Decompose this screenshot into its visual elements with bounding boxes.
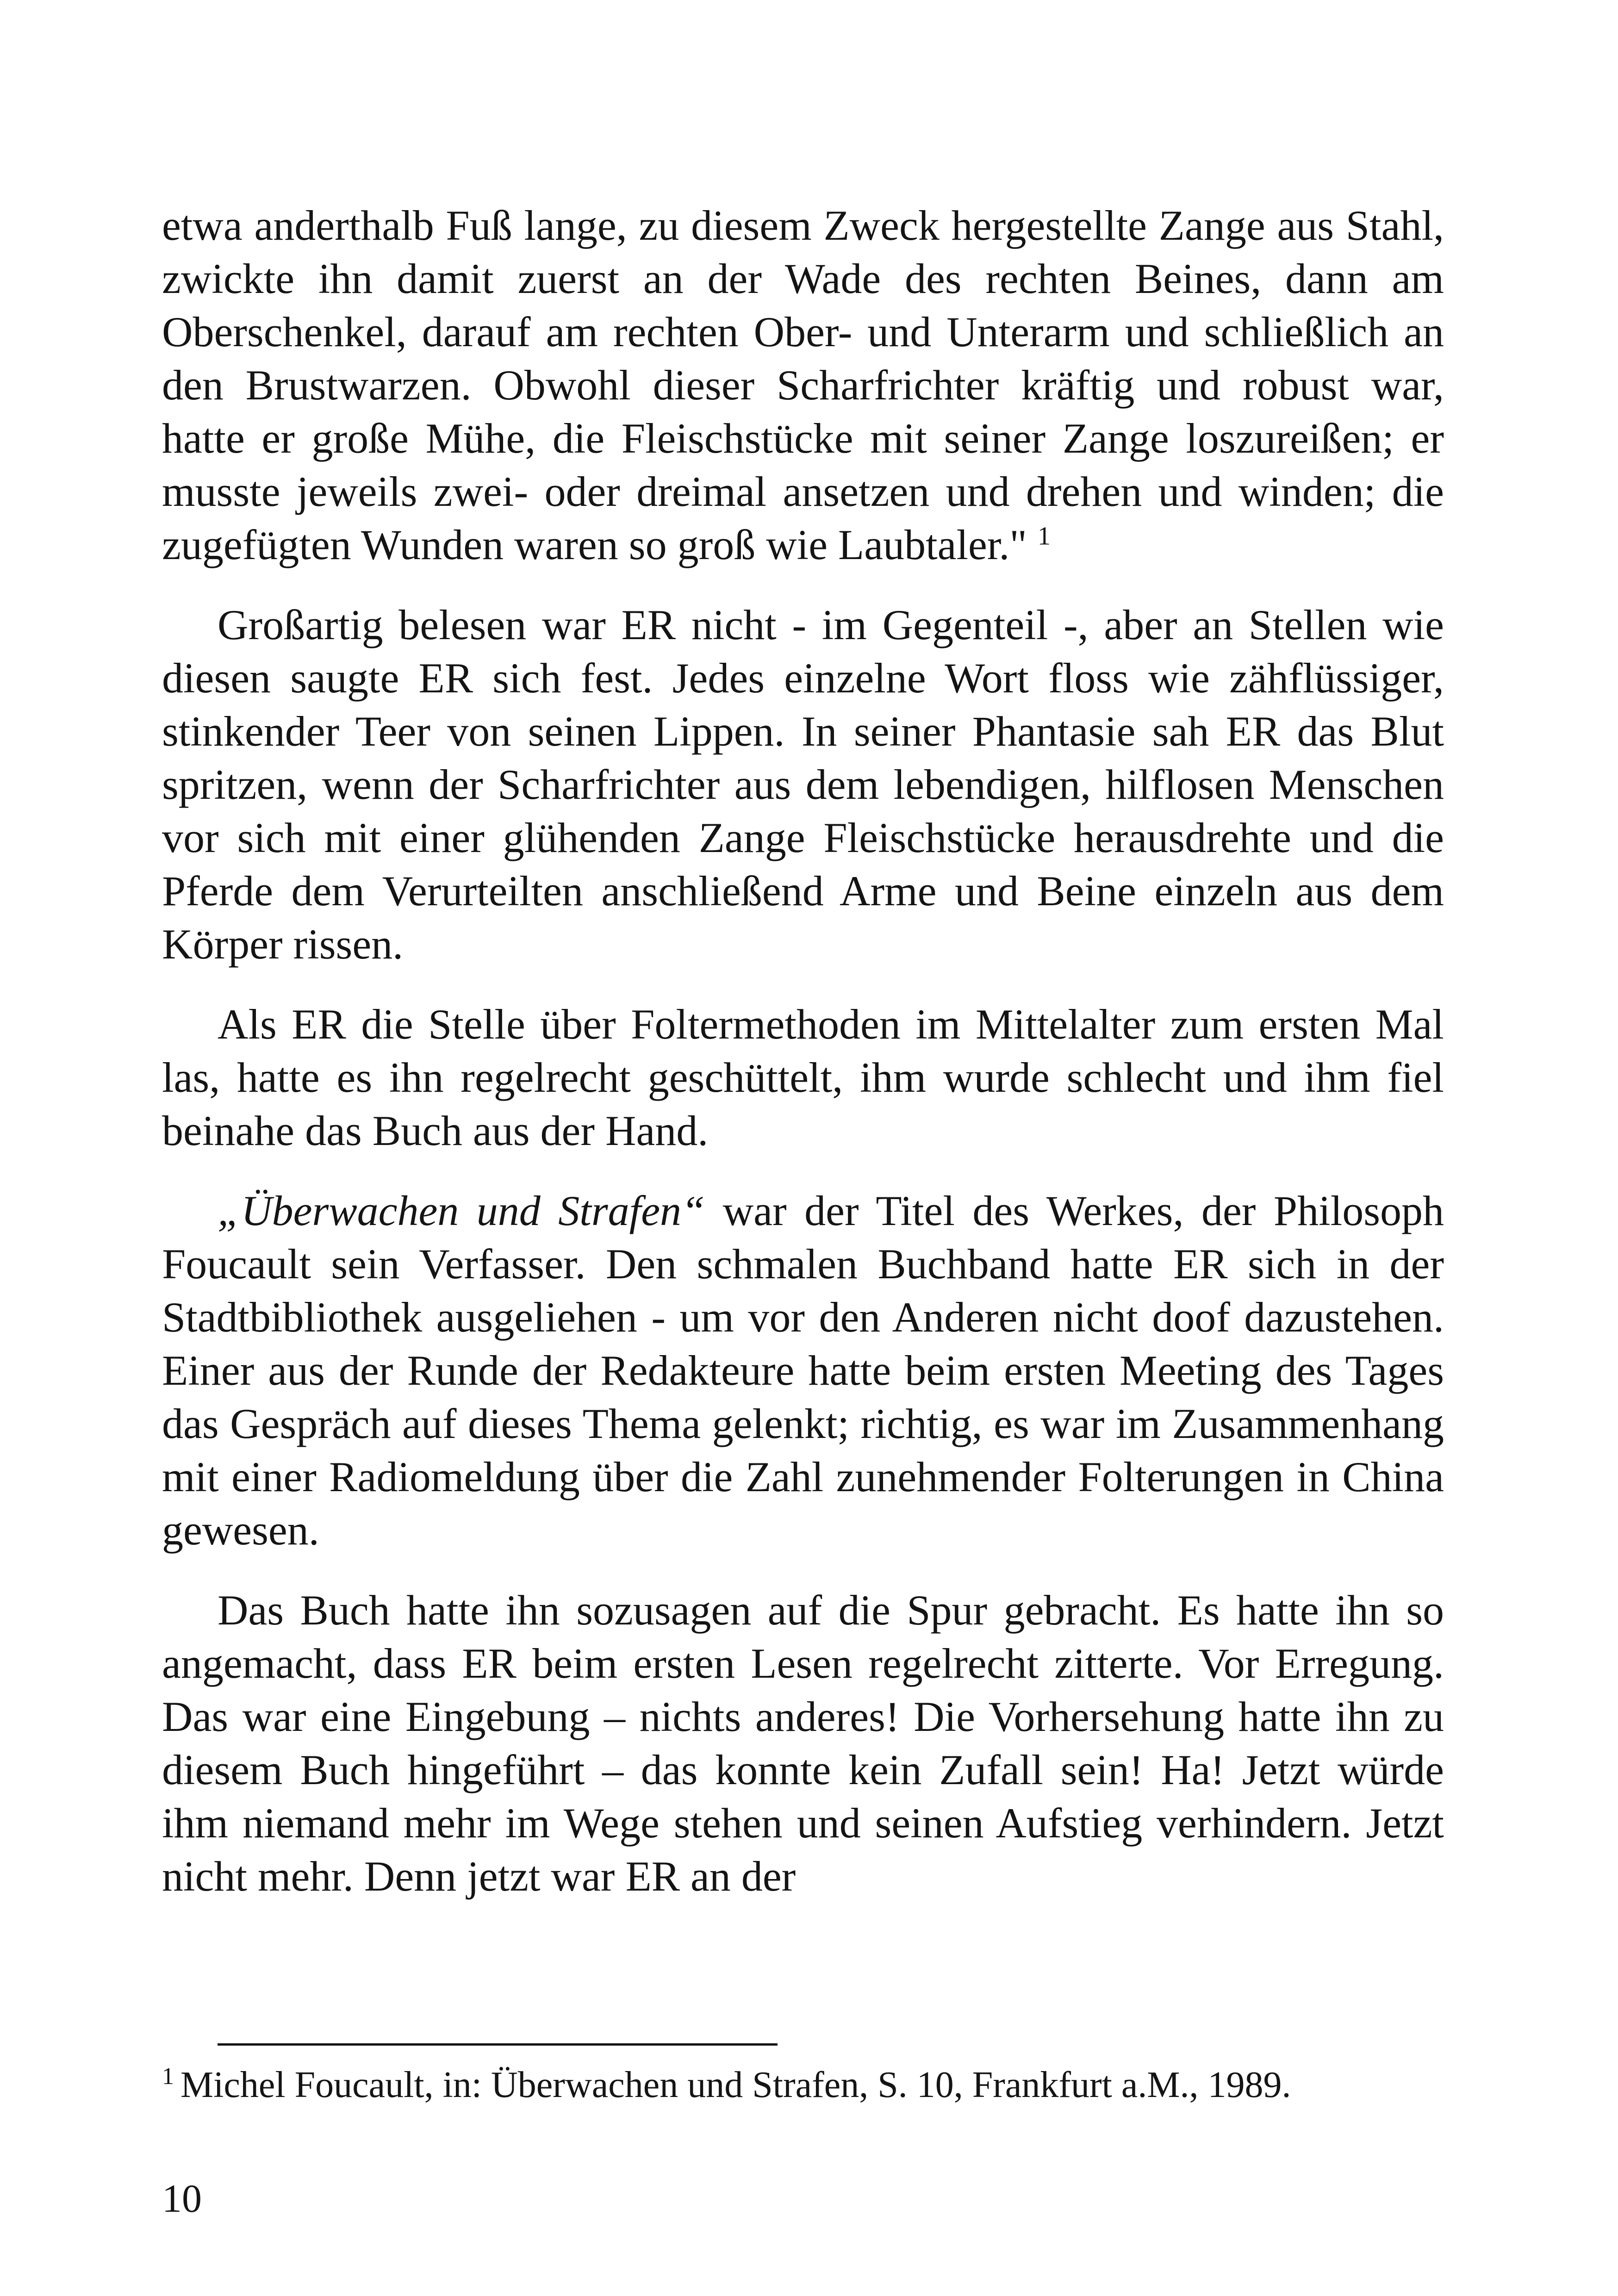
body-text xyxy=(162,199,1444,1930)
paragraph-5-text: Das Buch hatte ihn sozusagen auf die Spur gebracht. Es hatte ihn so angemacht, dass ER beim ersten Lesen regelrecht zitterte. Vor Erregung. Das war eine Eingebung – nichts anderes! Die Vorhersehung hatte ihn zu diesem Buch hingeführt – das konnte kein Zufall sein! Ha! Jetzt würde ihm niemand mehr im Wege stehen und seinen Aufstieg verhindern. Jetzt nicht mehr. Denn jetzt war ER an der xyxy=(162,1587,1444,1900)
footnote-reference: 1 xyxy=(1037,522,1051,551)
paragraph-1 xyxy=(162,199,1444,572)
footnote-rule xyxy=(218,2043,778,2046)
paragraph-4 xyxy=(162,1184,1444,1557)
paragraph-5 xyxy=(162,1584,1444,1903)
footnote-text: Michel Foucault, in: Überwachen und Strafen, S. 10, Frankfurt a.M., 1989. xyxy=(180,2065,1291,2105)
book-title-italic: „Überwachen und Strafen“ xyxy=(218,1187,705,1234)
paragraph-3-text: Als ER die Stelle über Foltermethoden im Mittelalter zum ersten Mal las, hatte es ihn regelrecht geschüttelt, ihm wurde schlecht und ihm fiel beinahe das Buch aus der Hand. xyxy=(162,1001,1444,1154)
paragraph-2-text: Großartig belesen war ER nicht - im Gegenteil -, aber an Stellen wie diesen saugte ER sich fest. Jedes einzelne Wort floss wie zähflüssiger, stinkender Teer von seinen Lippen. In seiner Phantasie sah ER das Blut spritzen, wenn der Scharfrichter aus dem lebendigen, hilflosen Menschen vor sich mit einer glühenden Zange Fleischstücke herausdrehte und die Pferde dem Verurteilten anschließend Arme und Beine einzeln aus dem Körper rissen. xyxy=(162,601,1444,968)
paragraph-2 xyxy=(162,598,1444,971)
page-number: 10 xyxy=(162,2176,202,2221)
paragraph-1-text: etwa anderthalb Fuß lange, zu diesem Zweck hergestellte Zange aus Stahl, zwickte ihn damit zuerst an der Wade des rechten Beines, dann am Oberschenkel, darauf am rechten Ober- und Unterarm und schließlich an den Brustwarzen. Obwohl dieser Scharfrichter kräftig und robust war, hatte er große Mühe, die Fleischstücke mit seiner Zange loszureißen; er musste jeweils zwei- oder dreimal ansetzen und drehen und winden; die zugefügten Wunden waren so groß wie Laubtaler." xyxy=(162,202,1444,568)
paragraph-3 xyxy=(162,998,1444,1157)
footnote xyxy=(162,2062,1444,2108)
paragraph-4-text: war der Titel des Werkes, der Philosoph Foucault sein Verfasser. Den schmalen Buchband hatte ER sich in der Stadtbibliothek ausgeliehen - um vor den Anderen nicht doof dazustehen. Einer aus der Runde der Redakteure hatte beim ersten Meeting des Tages das Gespräch auf dieses Thema gelenkt; richtig, es war im Zusammenhang mit einer Radiomeldung über die Zahl zunehmender Folterungen in China gewesen. xyxy=(162,1187,1444,1554)
footnote-number: 1 xyxy=(162,2063,174,2090)
